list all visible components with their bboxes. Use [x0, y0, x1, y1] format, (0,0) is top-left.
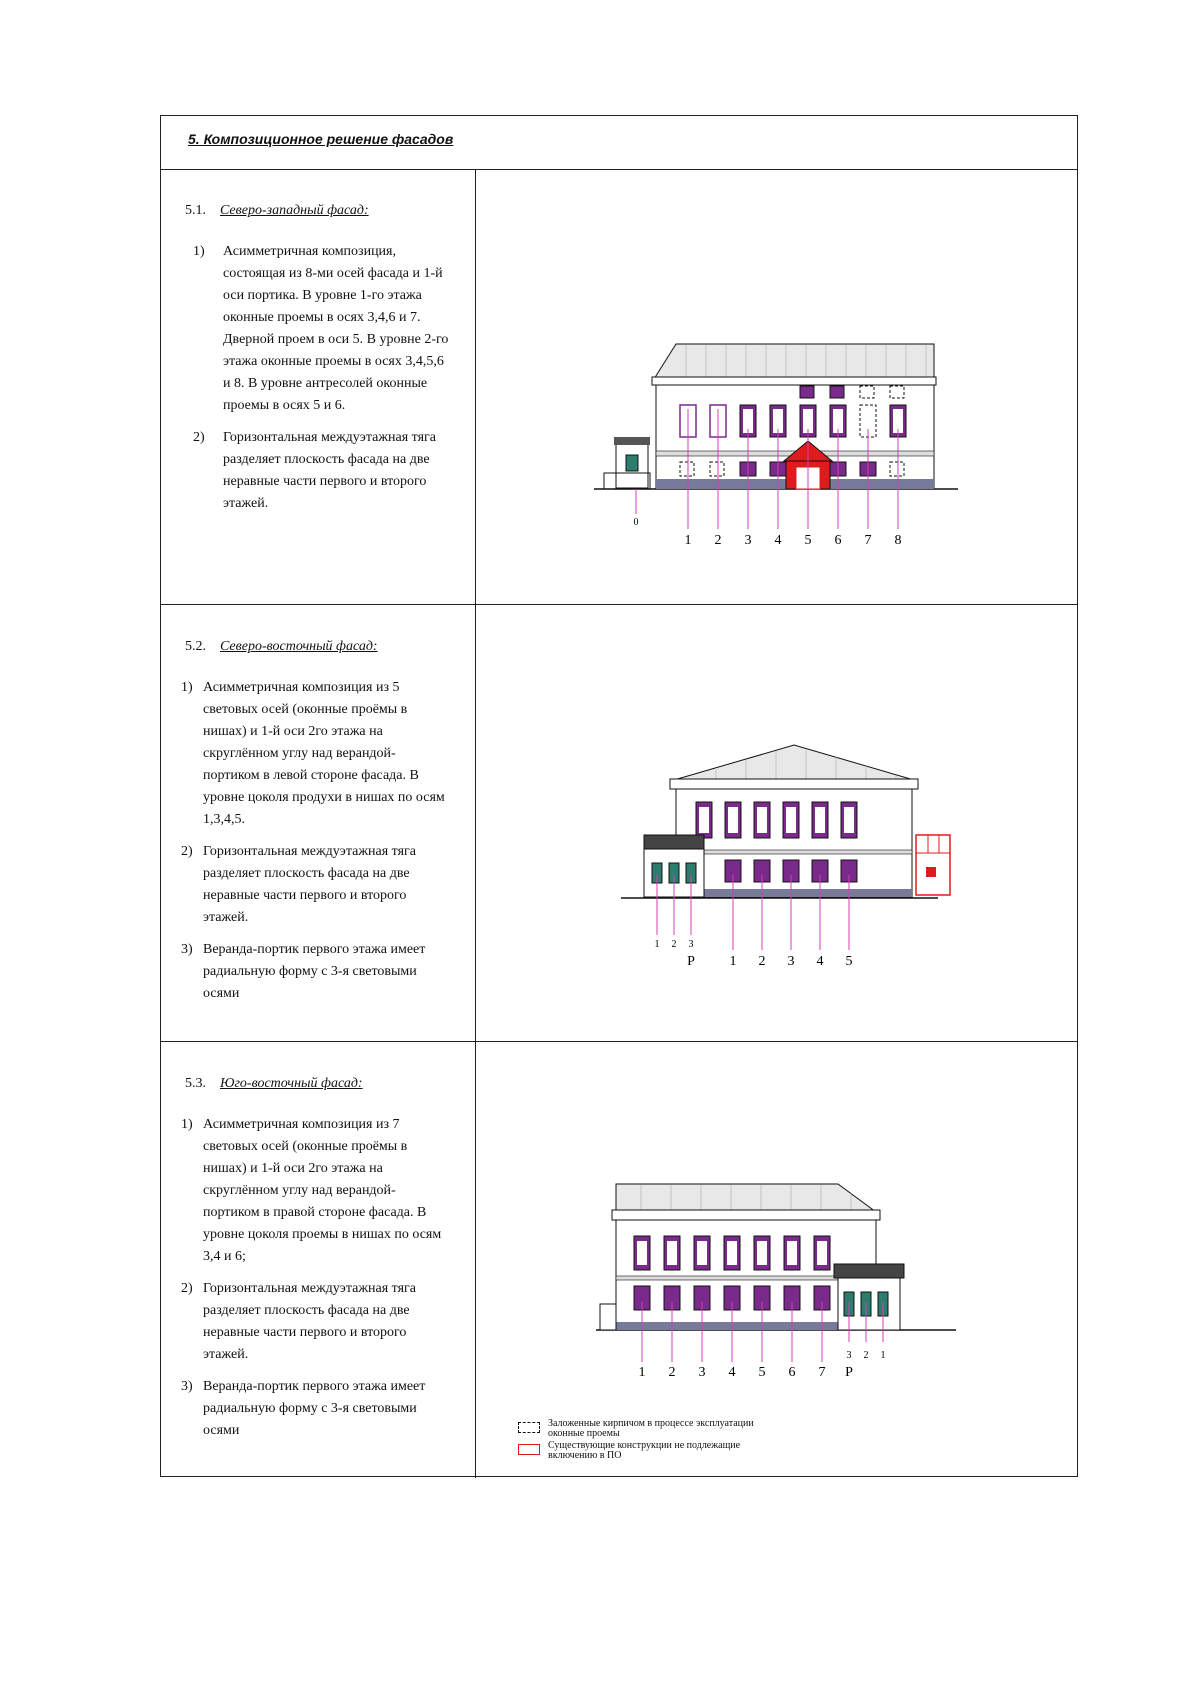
facade-drawing-3: 1 2 3 4 5 6 7 P 3 2 1 Заложенные кирпичом в процессе эксплуатации оконные проемы Существующие конструкции не подлежащие включению в ПО — [476, 1042, 1077, 1478]
facade-description-3 — [161, 1042, 476, 1478]
list-item: 3) Веранда-портик первого этажа имеет радиальную форму с 3-я световыми осями — [181, 942, 426, 1001]
section-number: 5.1. — [185, 203, 206, 218]
axis-label: 0 — [633, 517, 639, 528]
axis-label: 3 — [688, 939, 694, 950]
list-item: 2) Горизонтальная междуэтажная тяга разделяет плоскость фасада на две неравные части первого и второго этажей. — [193, 430, 436, 511]
facade-items — [181, 241, 449, 525]
facade-drawing-2 — [476, 605, 1077, 1041]
facade-items — [181, 677, 449, 1015]
section-header — [161, 116, 1077, 170]
axis-label: 5 — [804, 533, 812, 548]
axis-label: 5 — [845, 954, 853, 969]
axis-label: 3 — [787, 954, 795, 969]
axis-label: 1 — [684, 533, 692, 548]
facade-title — [185, 639, 378, 655]
section-name: Северо-западный фасад: — [220, 203, 369, 218]
axis-label: 3 — [698, 1365, 706, 1380]
axis-label: 8 — [894, 533, 902, 548]
section-number: 5.2. — [185, 639, 206, 654]
axis-label: 2 — [668, 1365, 676, 1380]
axis-label: 2 — [671, 939, 677, 950]
axis-label: 4 — [816, 954, 824, 969]
axis-label: 1 — [654, 939, 660, 950]
axis-label: 4 — [728, 1365, 736, 1380]
list-item: 2) Горизонтальная междуэтажная тяга разделяет плоскость фасада на две неравные части первого и второго этажей. — [181, 844, 416, 925]
axis-label: 7 — [818, 1365, 826, 1380]
list-item: 3) Веранда-портик первого этажа имеет радиальную форму с 3-я световыми осями — [181, 1379, 426, 1438]
axis-labels-row-3 — [476, 1342, 1076, 1402]
list-item: 2) Горизонтальная междуэтажная тяга разделяет плоскость фасада на две неравные части первого и второго этажей. — [181, 1281, 416, 1362]
red-swatch-icon — [518, 1444, 540, 1455]
axis-label: 2 — [758, 954, 766, 969]
facade-title — [185, 203, 369, 219]
northeast-facade-drawing — [476, 605, 1076, 1042]
facade-description-2 — [161, 605, 476, 1041]
southeast-facade-drawing — [476, 1042, 1076, 1372]
facade-title — [185, 1076, 363, 1092]
section-name: Северо-восточный фасад: — [220, 639, 378, 654]
facade-row-2 — [161, 605, 1077, 1042]
list-item: 1) Асимметричная композиция из 5 световых осей (оконные проёмы в нишах) и 1-й оси 2го этажа на скруглённом углу над верандой-портиком в левой стороне фасада. В уровне цоколя продухи в нишах по осям 1,3,4,5. — [181, 680, 445, 827]
facade-row-1 — [161, 169, 1077, 605]
axis-label: 2 — [863, 1350, 869, 1361]
dashed-swatch-icon — [518, 1422, 540, 1433]
axis-label: 5 — [758, 1365, 766, 1380]
list-item: 1) Асимметричная композиция, состоящая из 8-ми осей фасада и 1-й оси портика. В уровне 1-го этажа оконные проемы в осях 3,4,6 и 7. Дверной проем в оси 5. В уровне 2-го этажа оконные проемы в осях 3,4,5,6 и 8. В уровне антресолей оконные проемы в осях 5 и 6. — [193, 244, 449, 413]
section-name: Юго-восточный фасад: — [220, 1076, 363, 1091]
axis-label: 1 — [880, 1350, 886, 1361]
list-item: 1) Асимметричная композиция из 7 световых осей (оконные проёмы в нишах) и 1-й оси 2го этажа на скруглённом углу над верандой-портиком в правой стороне фасада. В уровне цоколя проемы в нишах по осям 3,4 и 6; — [181, 1117, 442, 1264]
facade-row-3 — [161, 1042, 1077, 1478]
axis-label: 3 — [744, 533, 752, 548]
axis-label: 1 — [638, 1365, 646, 1380]
facade-drawing-1 — [476, 169, 1077, 604]
axis-label: 2 — [714, 533, 722, 548]
axis-label: 6 — [834, 533, 842, 548]
page-title: 5. Композиционное решение фасадов — [188, 131, 454, 147]
document-frame — [160, 115, 1078, 1477]
axis-label: 1 — [729, 954, 737, 969]
facade-items — [181, 1114, 449, 1452]
facade-description-1 — [161, 169, 476, 604]
northwest-facade-drawing — [476, 169, 1076, 605]
section-number: 5.3. — [185, 1076, 206, 1091]
axis-label: 4 — [774, 533, 782, 548]
axis-label: P — [845, 1365, 853, 1380]
axis-label: 6 — [788, 1365, 796, 1380]
axis-label: P — [687, 954, 695, 969]
axis-label: 3 — [846, 1350, 852, 1361]
axis-label: 7 — [864, 533, 872, 548]
